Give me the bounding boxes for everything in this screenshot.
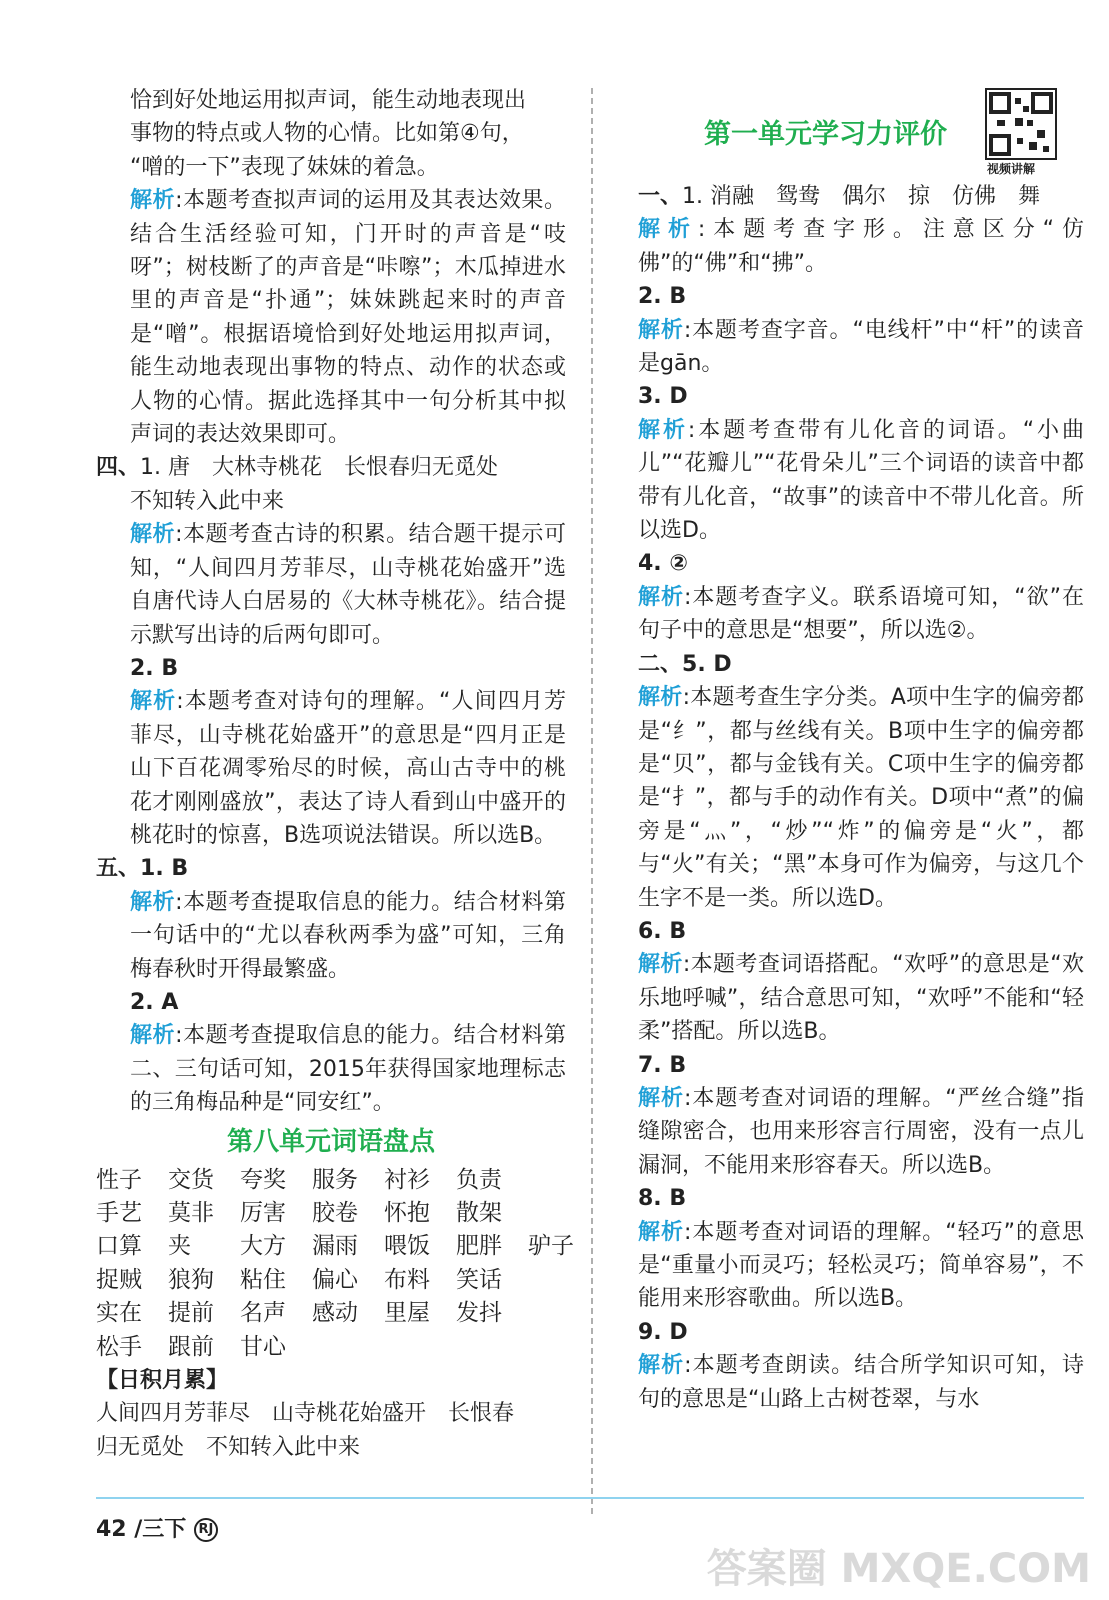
vocab-word [528,1297,600,1330]
q4: 4. ② [638,551,688,577]
intro-line-1: 恰到好处地运用拟声词，能生动地表现出 [130,88,527,113]
analysis-text: :本题考查提取信息的能力。结合材料第一句话中的“尤以春秋两季为盛”可知，三角梅春秋时开得最繁盛。 [130,889,566,982]
analysis-label: 解析 [638,217,698,243]
section-5-q2: 2. A [130,989,179,1015]
vocab-grid [96,1164,574,1364]
section-4-q1 [96,451,566,484]
vocab-word: 提前 [168,1300,214,1327]
analysis-label: 解析 [638,317,684,343]
analysis-label: 解析 [130,1023,176,1049]
section-5-q1 [96,852,566,885]
vocab-word: 交货 [168,1166,214,1193]
vocab-word: 名声 [240,1300,286,1327]
vocab-word: 散架 [456,1200,502,1226]
left-column [96,84,574,1464]
vocab-word: 肥胖 [456,1233,502,1260]
vocab-word: 感动 [312,1300,358,1327]
vocab-word [528,1164,600,1197]
vocab-word: 松手 [96,1333,142,1360]
intro-line-2: 事物的特点或人物的心情。比如第④句， [130,121,524,147]
intro-line-3: “噌的一下”表现了妹妹的着急。 [130,154,439,180]
analysis-text: :本题考查古诗的积累。结合题干提示可知，“人间四月芳菲尽，山寺桃花始盛开”选自唐代诗人白居易的《大林寺桃花》。结合提示默写出诗的后两句即可。 [130,522,566,648]
q3: 3. D [638,384,688,410]
vocab-word: 衬衫 [384,1166,430,1193]
vocab-word [528,1197,600,1230]
vocab-word: 性子 [96,1166,142,1193]
riji-line-1: 人间四月芳菲尽 山寺桃花始盛开 长恨春 [96,1401,515,1427]
vocab-word: 莫非 [168,1200,214,1226]
vocab-title: 第八单元词语盘点 [226,1126,435,1157]
analysis-block [96,685,566,852]
analysis-text: :本题考查带有儿化音的词语。“小曲儿”“花瓣儿”“花骨朵儿”三个词语的读音中都带有儿化音，“故事”的读音中不带儿化音。所以选D。 [638,417,1084,544]
vocab-word [528,1331,600,1364]
vocab-word: 发抖 [456,1300,502,1327]
section-4-label: 四、 [96,455,141,481]
analysis-text: :本题考查提取信息的能力。结合材料第二、三句话可知，2015年获得国家地理标志的三角梅品种是“同安红”。 [130,1023,566,1116]
analysis-block [638,581,1084,648]
analysis-label: 解析 [130,889,176,915]
analysis-block [96,518,566,652]
analysis-label: 解析 [638,1219,684,1245]
analysis-block [638,1082,1084,1182]
vocab-word: 负责 [456,1166,502,1193]
section-5-label: 五、 [96,856,141,882]
vocab-word: 服务 [312,1166,358,1193]
qr-code-icon[interactable] [985,88,1057,160]
vocab-word: 实在 [96,1300,142,1327]
analysis-text: :本题考查拟声词的运用及其表达效果。结合生活经验可知，门开时的声音是“吱呀”；树枝断了的声音是“咔嚓”；木瓜掉进水里的声音是“扑通”；妹妹跳起来时的声音是“噌”。根据语境恰到好处地运用拟声词，能生动地表现出事物的特点、动作的状态或人物的心情。据此选择其中一句分析其中拟声词的表达效果即可。 [130,188,566,448]
vocab-word: 手艺 [96,1200,142,1226]
vocab-word: 怀抱 [384,1200,430,1226]
analysis-text: :本题考查对词语的理解。“轻巧”的意思是“重量小而灵巧；轻松灵巧；简单容易”，不能用来形容歌曲。所以选B。 [638,1219,1084,1312]
analysis-text: :本题考查对词语的理解。“严丝合缝”指缝隙密合，也用来形容言行周密，没有一点儿漏洞，不能用来形容春天。所以选B。 [638,1085,1084,1178]
analysis-text: :本题考查字音。“电线杆”中“杆”的读音是gān。 [638,317,1084,377]
page-number [96,1512,218,1543]
vocab-word: 布料 [384,1266,430,1293]
right-column [638,180,1084,1416]
vocab-word [312,1331,384,1364]
analysis-block [96,184,566,451]
vocab-word: 厉害 [240,1200,286,1226]
analysis-block [96,886,566,986]
analysis-label: 解析 [638,1085,684,1111]
analysis-label: 解析 [638,417,688,443]
watermark: 答案圈 MXQE.COM [706,1546,1091,1592]
vocab-word: 夸奖 [240,1166,286,1193]
vocab-word [456,1331,528,1364]
analysis-text: :本题考查字义。联系语境可知，“欲”在句子中的意思是“想要”，所以选②。 [638,584,1084,644]
q6: 6. B [638,918,687,944]
analysis-label: 解析 [638,584,684,610]
analysis-label: 解析 [130,522,176,548]
analysis-text: :本题考查字形。注意区分“仿佛”的“佛”和“拂”。 [638,217,1084,276]
vocab-word [384,1331,456,1364]
section-4-q2: 2. B [130,655,179,681]
qr-label: 视频讲解 [987,162,1036,176]
answer-text: 1. 消融 鸳鸯 偶尔 掠 仿佛 舞 [682,184,1041,209]
page-label: 42 /三下 [96,1517,187,1542]
answer-text: 1. B [140,856,189,882]
vocab-word: 偏心 [312,1266,358,1293]
vocab-word: 驴子 [528,1233,574,1260]
answer-text: 5. D [682,651,732,677]
vocab-word [528,1264,600,1297]
vocab-word: 大方 [240,1233,286,1260]
vocab-word: 粘住 [240,1266,286,1293]
footer-line [96,1497,1084,1499]
analysis-text: :本题考查词语搭配。“欢呼”的意思是“欢乐地呼喊”，结合意思可知，“欢呼”不能和“轻柔”搭配。所以选B。 [638,952,1084,1045]
q9: 9. D [638,1319,688,1345]
vocab-word: 漏雨 [312,1233,358,1260]
analysis-label: 解析 [638,1353,685,1379]
analysis-block [638,414,1084,548]
vocab-word: 里屋 [384,1300,430,1327]
analysis-block [638,1216,1084,1316]
analysis-label: 解析 [130,689,177,715]
analysis-block [638,1349,1084,1416]
section-1-label: 一、 [638,184,683,209]
vocab-word: 夹 [168,1233,191,1260]
analysis-block [638,213,1084,280]
section-1-q1 [638,180,1084,213]
riji-line-2: 归无觅处 不知转入此中来 [96,1434,361,1460]
vocab-word: 捉贼 [96,1266,142,1293]
vocab-word: 狼狗 [168,1266,214,1293]
analysis-text: :本题考查生字分类。A项中生字的偏旁都是“纟”，都与丝线有关。B项中生字的偏旁都是“贝”，都与金钱有关。C项中生字的偏旁都是“扌”，都与手的动作有关。D项中“煮”的偏旁是“灬”，“炒”“炸”的偏旁是“火”，都与“火”有关；“黑”本身可作为偏旁，与这几个生字不是一类。所以选D。 [638,685,1084,911]
section-2-q5 [638,648,1084,681]
analysis-label: 解析 [638,685,683,711]
unit-title: 第一单元学习力评价 [704,119,947,150]
edition-badge: RJ [194,1518,218,1542]
analysis-block [638,681,1084,915]
vocab-word: 甘心 [240,1333,286,1360]
analysis-text: :本题考查对诗句的理解。“人间四月芳菲尽，山寺桃花始盛开”的意思是“四月正是山下百花凋零殆尽的时候，高山古寺中的桃花才刚刚盛放”，表达了诗人看到山中盛开的桃花时的惊喜，B选项说法错误。所以选B。 [130,689,566,848]
analysis-block [638,314,1084,381]
section-2-label: 二、 [638,651,683,677]
section-4-q1-cont: 不知转入此中来 [130,488,285,514]
riji-title: 【日积月累】 [96,1368,229,1394]
vocab-word: 喂饭 [384,1233,430,1260]
q8: 8. B [638,1186,687,1212]
analysis-label: 解析 [638,952,683,978]
vocab-word: 跟前 [168,1333,214,1360]
analysis-block [638,948,1084,1048]
q7: 7. B [638,1052,687,1078]
answer-text: 1. 唐 大林寺桃花 长恨春归无觅处 [140,455,499,481]
analysis-text: :本题考查朗读。结合所学知识可知，诗句的意思是“山路上古树苍翠，与水 [638,1353,1084,1412]
analysis-block [96,1019,566,1119]
vocab-word: 胶卷 [312,1200,358,1226]
vocab-word: 笑话 [456,1266,502,1293]
vocab-word: 口算 [96,1233,142,1260]
q2: 2. B [638,284,687,310]
analysis-label: 解析 [130,188,176,214]
